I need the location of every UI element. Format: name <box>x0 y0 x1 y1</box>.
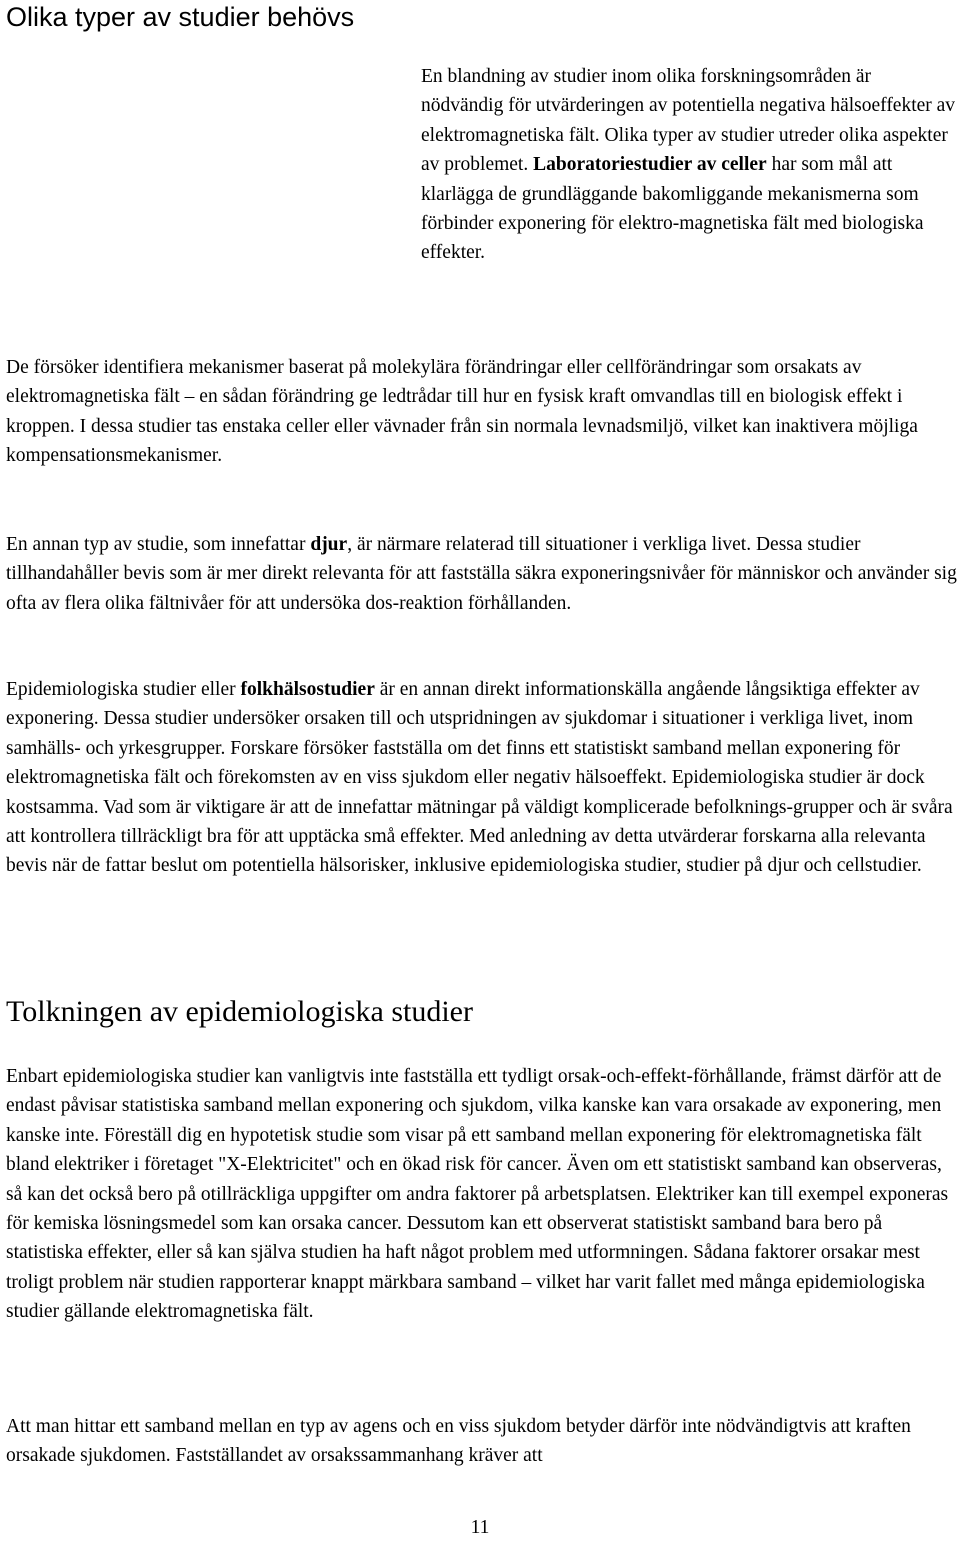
para2-text-2: , är närmare relaterad till situationer i verkliga livet. Dessa studier tillhandahåller bevis som är mer direkt relevanta för att fastställa säkra exponeringsnivåer för människor och använder sig ofta av flera olika fältnivåer för att undersöka dos-reaktion förhållanden. <box>6 534 957 614</box>
intro-bold-term: Laboratoriestudier av celler <box>533 154 767 176</box>
para2-bold-term: djur <box>310 534 348 555</box>
intro-paragraph <box>421 62 956 268</box>
para2-text-1: En annan typ av studie, som innefattar <box>6 534 311 555</box>
para3-text-1: Epidemiologiska studier eller <box>6 679 241 700</box>
intro-text-2: har som mål att klarlägga de grundläggande bakomliggande mekanismerna som förbinder exponering för elektro-magnetiska fält med biologiska effekter. <box>421 154 924 264</box>
page-number: 11 <box>470 1517 490 1538</box>
paragraph-epidemiology <box>6 675 957 881</box>
para3-text-2: är en annan direkt informationskälla angående långsiktiga effekter av exponering. Dessa studier undersöker orsaken till och utspridningen av sjukdomar i situationer i verkliga livet, inom samhälls- och yrkesgrupper. Forskare försöker fastställa om det finns ett statistiskt samband mellan exponering för elektromagnetiska fält och förekomsten av en viss sjukdom eller negativ hälsoeffekt. Epidemiologiska studier är dock kostsamma. Vad som är viktigare är att de innefattar mätningar på väldigt komplicerade befolknings-grupper och är svåra att kontrollera tillräckligt bra för att upptäcka små effekter. Med anledning av detta utvärderar forskarna alla relevanta bevis när de fattar beslut om potentiella hälsorisker, inklusive epidemiologiska studier, studier på djur och cellstudier. <box>6 679 953 877</box>
para3-bold-term: folkhälsostudier <box>240 679 375 700</box>
paragraph-causality: Att man hittar ett samband mellan en typ av agens och en viss sjukdom betyder därför inte nödvändigtvis att kraften orsakade sjukdomen. Fastställandet av orsakssammanhang kräver att <box>6 1416 911 1467</box>
page-title: Olika typer av studier behövs <box>6 2 355 32</box>
paragraph-interpretation: Enbart epidemiologiska studier kan vanligtvis inte fastställa ett tydligt orsak-och-effekt-förhållande, främst därför att de endast påvisar statistiska samband mellan exponering och sjukdom, vilka kanske kan vara orsakade av exponering, men kanske inte. Föreställ dig en hypotetisk studie som visar på ett samband mellan exponering för elektromagnetiska fält bland elektriker i företaget "X-Elektricitet" och en ökad risk för cancer. Även om ett statistiskt samband kan observeras, så kan det också bero på otillräckliga uppgifter om andra faktorer på arbetsplatsen. Elektriker kan till exempel exponeras för kemiska lösningsmedel som kan orsaka cancer. Dessutom kan ett observerat statistiskt samband bara bero på statistiska effekter, eller så kan själva studien ha haft något problem med utformningen. Sådana faktorer orsakar mest troligt problem när studien rapporterar knappt märkbara samband – vilket har varit fallet med många epidemiologiska studier gällande elektromagnetiska fält. <box>6 1066 949 1323</box>
paragraph-animal-studies <box>6 530 957 618</box>
intro-text-1: En blandning av studier inom olika forskningsområden är nödvändig för utvärderingen av potentiella negativa hälsoeffekter av elektromagnetiska fält. Olika typer av studier utreder olika aspekter av problemet. <box>421 66 956 176</box>
paragraph-mechanisms: De försöker identifiera mekanismer baserat på molekylära förändringar eller cellförändringar som orsakats av elektromagnetiska fält – en sådan förändring ge ledtrådar till hur en fysisk kraft omvandlas till en biologisk effekt i kroppen. I dessa studier tas enstaka celler eller vävnader från sin normala levnadsmiljö, vilket kan inaktivera möjliga kompensationsmekanismer. <box>6 357 918 467</box>
section-heading: Tolkningen av epidemiologiska studier <box>6 995 473 1028</box>
